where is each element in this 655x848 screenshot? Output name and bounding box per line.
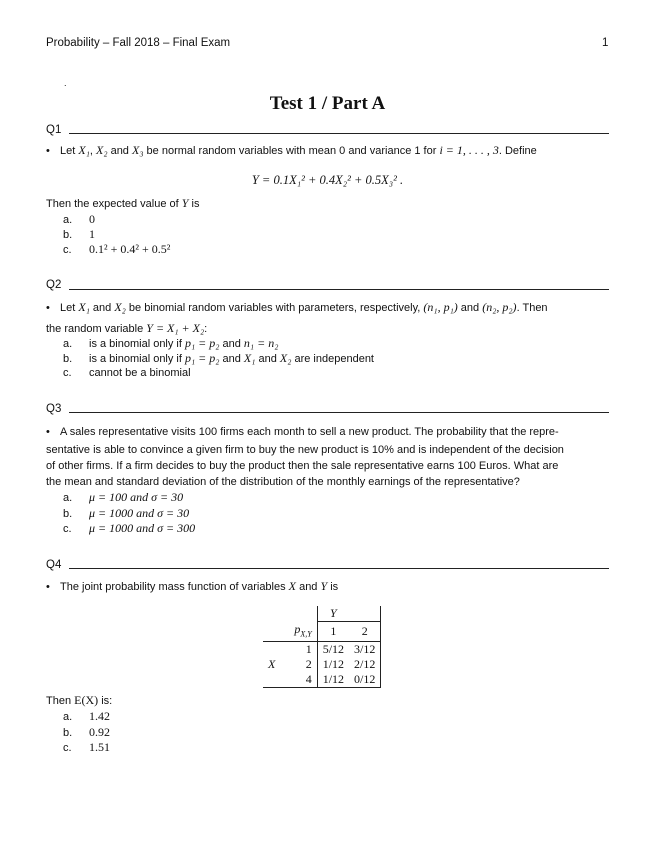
- bullet: •: [46, 426, 50, 438]
- q2-statement-line2: the random variable Y = X₁ + X₂:: [46, 321, 208, 335]
- q4-statement: • The joint probability mass function of variables X and Y is: [46, 579, 339, 593]
- q4-option-b[interactable]: b. 0.92: [63, 725, 110, 739]
- q4-question: Then E(X) is:: [46, 693, 113, 707]
- x-value: 2: [289, 657, 317, 672]
- q2-statement-line1: • Let X₁ and X₂ be binomial random variables with parameters, respectively, (n₁, p₁) and (n₂, p₂). Then: [46, 300, 548, 314]
- q3-label: Q3: [46, 403, 62, 415]
- table-cell: 2/12: [349, 657, 381, 672]
- corner-label: $p_{X,Y}$: [289, 622, 317, 642]
- bullet: •: [46, 302, 50, 314]
- y-header: Y: [330, 606, 337, 620]
- q3-statement: • A sales representative visits 100 firms each month to sell a new product. The probability that the repre- sentative is able to convince a given firm to buy the new product is 10% and is independent of the decision of other firms. If a firm decides to buy the product then the sale representative earns 100 Euros. What are the mean and standard deviation of the distribution of the monthly earnings of the representative?: [46, 422, 609, 490]
- q1-label: Q1: [46, 124, 62, 136]
- bullet: •: [46, 145, 50, 157]
- q2-option-c[interactable]: c. cannot be a binomial: [63, 367, 191, 379]
- table-cell: 0/12: [349, 672, 381, 688]
- table-cell: 1/12: [317, 672, 349, 688]
- stray-dot: .: [64, 78, 67, 88]
- q1-option-c[interactable]: c. 0.1² + 0.4² + 0.5²: [63, 242, 171, 256]
- q4-label: Q4: [46, 559, 62, 571]
- q3-rule: [69, 412, 609, 413]
- q1-formula: Y = 0.1X₁² + 0.4X₂² + 0.5X₃² .: [251, 173, 404, 187]
- q2-option-b[interactable]: b. is a binomial only if p₁ = p₂ and X₁ and X₂ are independent: [63, 351, 374, 365]
- table-cell: 5/12: [322, 641, 345, 656]
- page-number: 1: [602, 37, 609, 49]
- y-value-2: 2: [349, 622, 381, 642]
- q1-option-a[interactable]: a. 0: [63, 212, 95, 226]
- q2-rule: [69, 289, 609, 290]
- q3-option-c[interactable]: c. μ = 1000 and σ = 300: [63, 521, 196, 535]
- x-header: X: [268, 656, 276, 671]
- q1-statement: • Let X₁, X₂ and X₃ be normal random variables with mean 0 and variance 1 for i = 1, . . . , 3. Define: [46, 143, 537, 157]
- q2-option-a[interactable]: a. is a binomial only if p₁ = p₂ and n₁ = n₂: [63, 336, 279, 350]
- table-cell: 3/12: [349, 641, 381, 657]
- page-title: Test 1 / Part A: [269, 93, 386, 114]
- q1-question: Then the expected value of Y is: [46, 196, 200, 210]
- x-value: 1: [289, 641, 317, 657]
- q3-option-a[interactable]: a. μ = 100 and σ = 30: [63, 490, 184, 504]
- bullet: •: [46, 581, 50, 593]
- q1-rule: [69, 133, 609, 134]
- table-cell: 1/12: [322, 656, 345, 671]
- pmf-table: [263, 606, 381, 688]
- q3-option-b[interactable]: b. μ = 1000 and σ = 30: [63, 506, 190, 520]
- q4-option-a[interactable]: a. 1.42: [63, 709, 110, 723]
- q4-option-c[interactable]: c. 1.51: [63, 740, 110, 754]
- q4-rule: [69, 568, 609, 569]
- running-header: Probability – Fall 2018 – Final Exam: [46, 37, 231, 49]
- q1-option-b[interactable]: b. 1: [63, 227, 95, 241]
- x-value: 4: [289, 672, 317, 688]
- y-value-1: 1: [317, 622, 349, 642]
- q2-label: Q2: [46, 279, 62, 291]
